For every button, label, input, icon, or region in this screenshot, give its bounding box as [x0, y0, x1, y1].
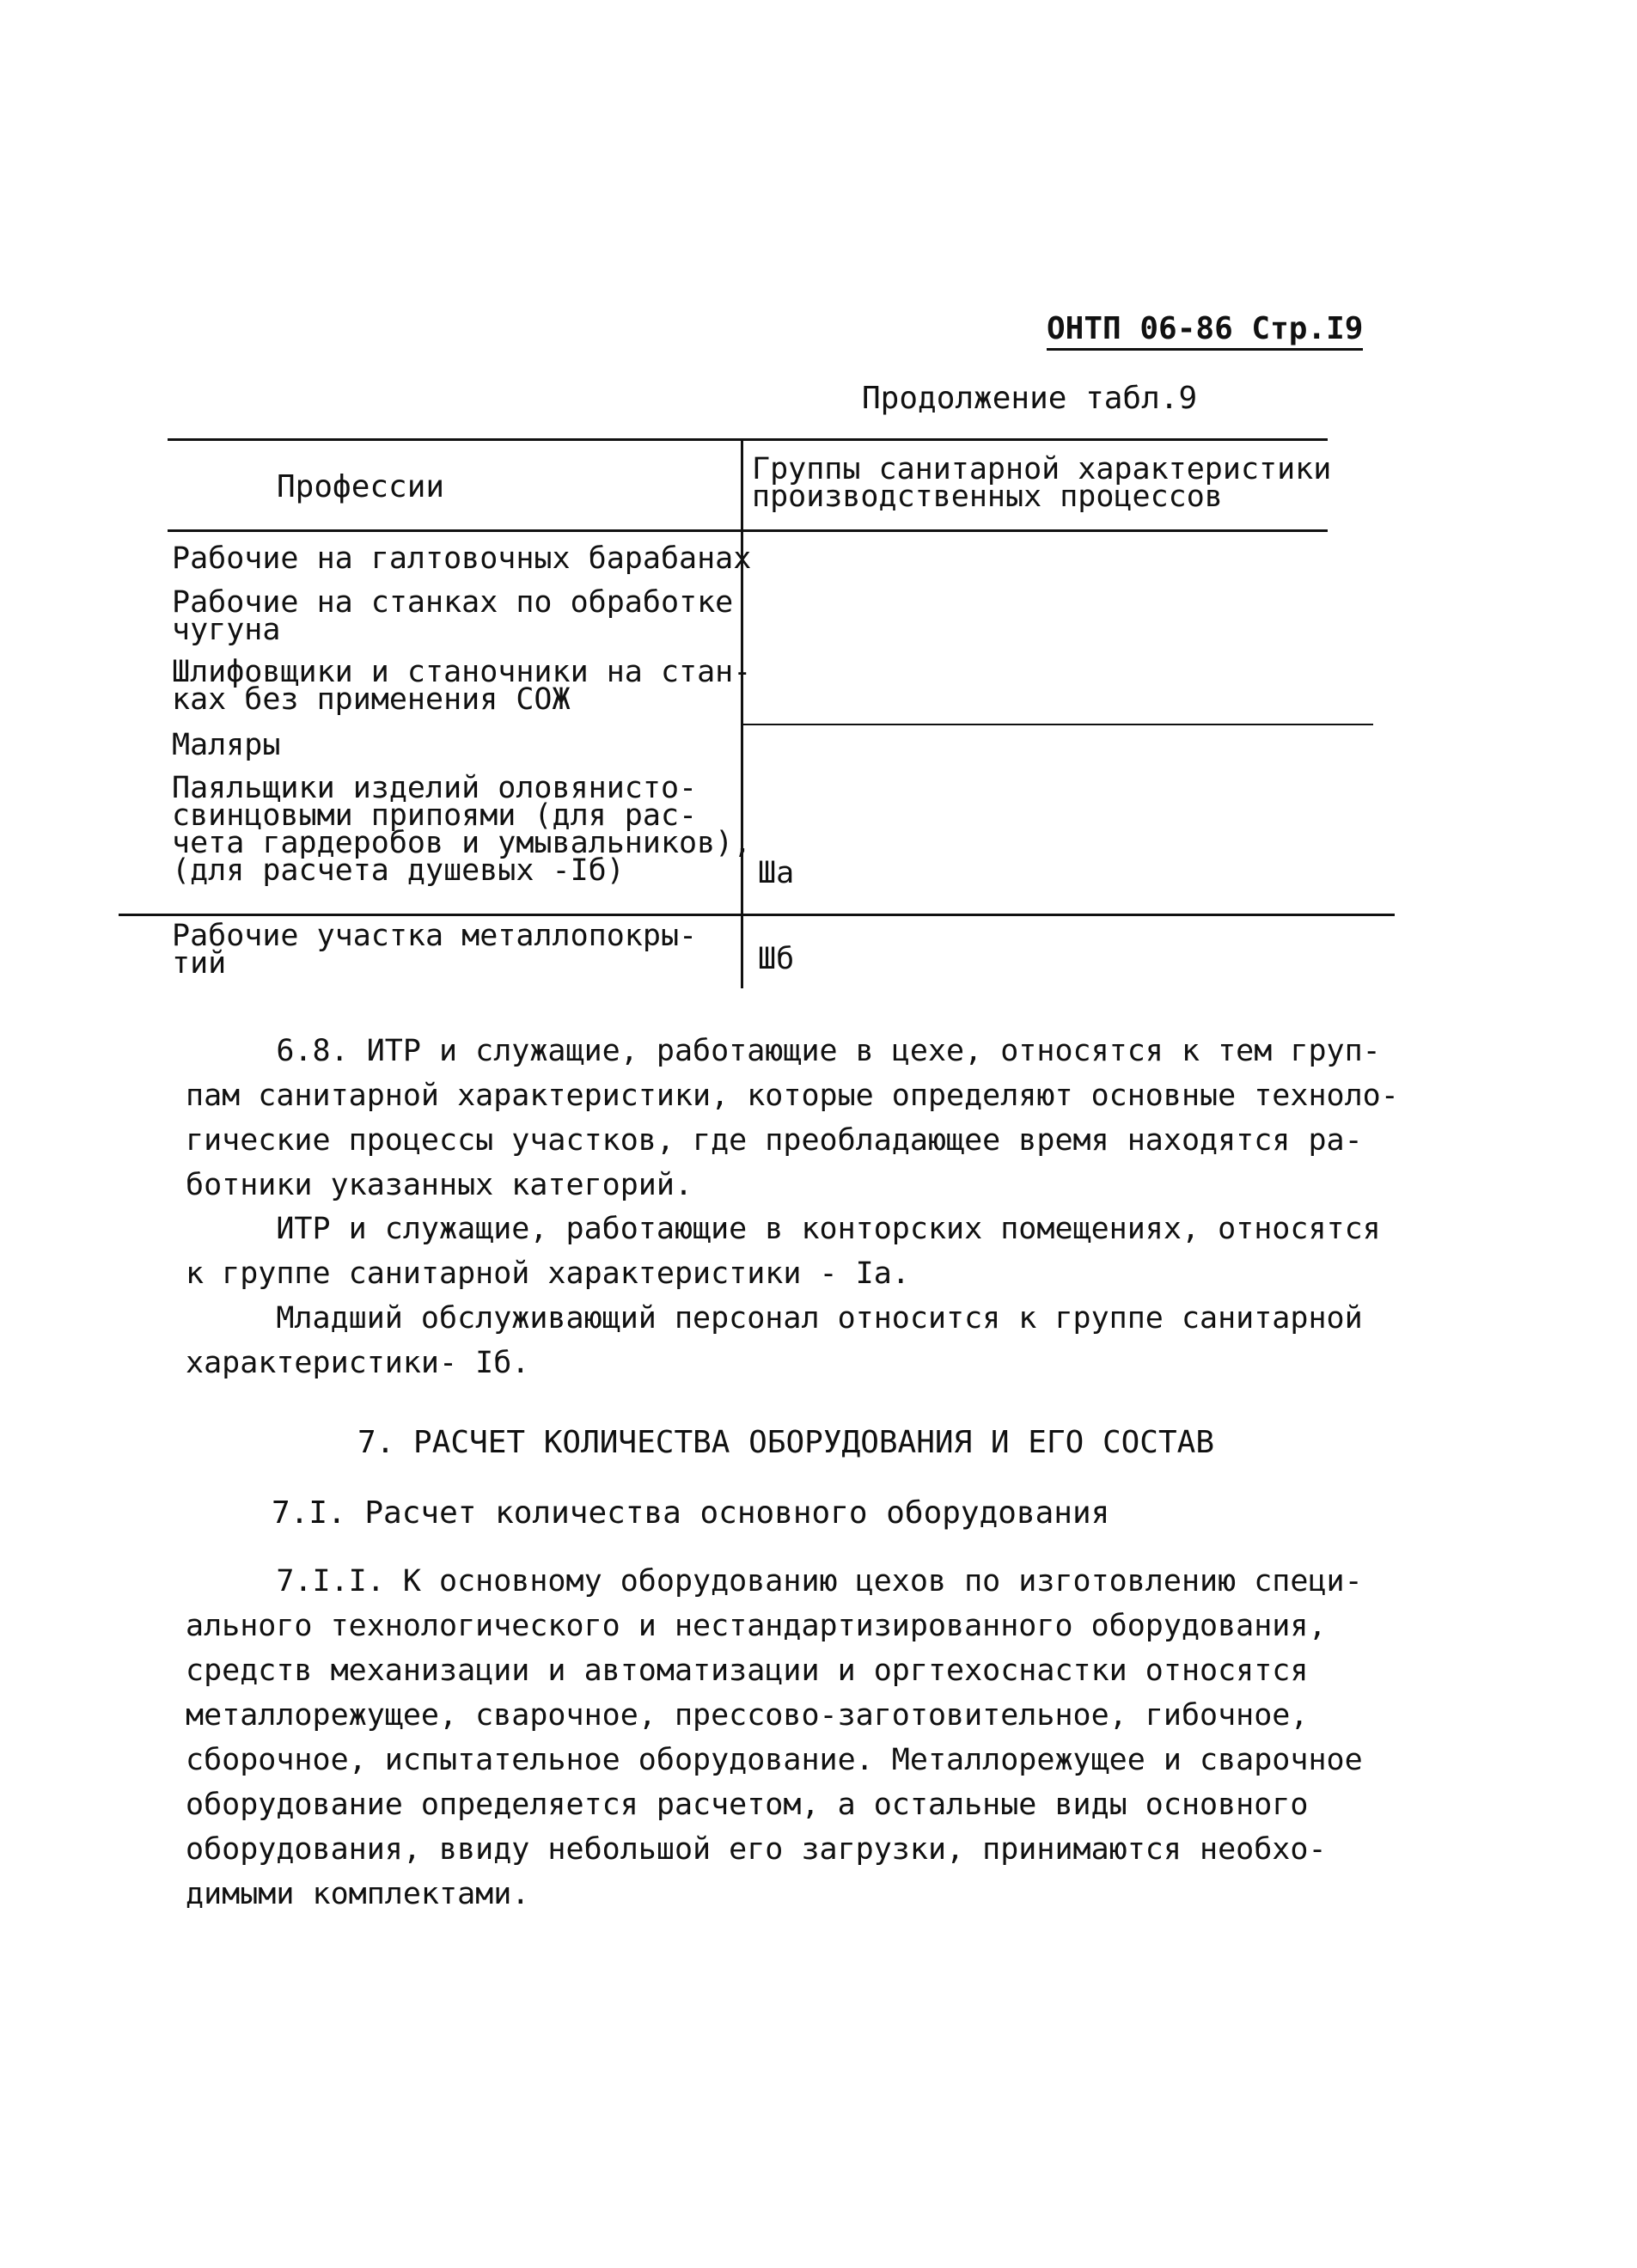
- paragraph-6-8: 6.8. ИТР и служащие, работающие в цехе, относятся к тем груп- пам санитарной характеристики, которые определяют основные техноло- гические процессы участков, где преобладающее время находятся ра- ботники указанных категорий.: [186, 1034, 1399, 1202]
- table-group-divider-2: [119, 914, 1395, 916]
- table-continuation-label: Продолжение табл.9: [862, 381, 1198, 416]
- table-top-border: [168, 438, 1328, 441]
- table-header-bottom-border: [168, 529, 1328, 532]
- table-header-professions: Профессии: [277, 469, 445, 504]
- table-column-divider: [741, 438, 743, 988]
- section-heading: 7. РАСЧЕТ КОЛИЧЕСТВА ОБОРУДОВАНИЯ И ЕГО СОСТАВ: [357, 1425, 1214, 1460]
- paragraph-itr-office: ИТР и служащие, работающие в конторских помещениях, относятся к группе санитарной характеристики - Iа.: [186, 1212, 1381, 1291]
- paragraph-7-1-1: 7.I.I. К основному оборудованию цехов по изготовлению специ- ального технологического и нестандартизированного оборудования, средств механизации и автоматизации и оргтехоснастки относятся металлорежущее, сварочное, прессово-заготовительное, гибочное, сборочное, испытательное оборудование. Металлорежущее и сварочное оборудование определяется расчетом, а остальные виды основного оборудования, ввиду небольшой его загрузки, принимаются необхо- димыми комплектами.: [186, 1564, 1363, 1911]
- table-row-profession: Рабочие на галтовочных барабанах: [172, 541, 752, 576]
- table-row-group: Шб: [758, 942, 795, 976]
- table-group-divider-1: [741, 724, 1373, 725]
- table-row-profession: Рабочие на станках по обработке чугуна: [172, 585, 734, 647]
- table-row-group: Шa: [758, 856, 795, 890]
- table-row-profession: Паяльщики изделий оловянисто- свинцовыми припоями (для рас- чета гардеробов и умывальников), (для расчета душевых -Iб): [172, 771, 752, 888]
- table-header-groups: Группы санитарной характеристики производственных процессов: [752, 452, 1332, 514]
- table-row-profession: Маляры: [172, 728, 281, 762]
- table-row-profession: Рабочие участка металлопокры- тий: [172, 919, 698, 981]
- page-header: ОНТП 06-86 Стр.I9: [1047, 311, 1363, 351]
- table-row-profession: Шлифовщики и станочники на стан- ках без применения СОЖ: [172, 655, 752, 717]
- subsection-heading: 7.I. Расчет количества основного оборудования: [272, 1495, 1110, 1531]
- paragraph-junior-staff: Младший обслуживающий персонал относится к группе санитарной характеристики- Iб.: [186, 1301, 1363, 1380]
